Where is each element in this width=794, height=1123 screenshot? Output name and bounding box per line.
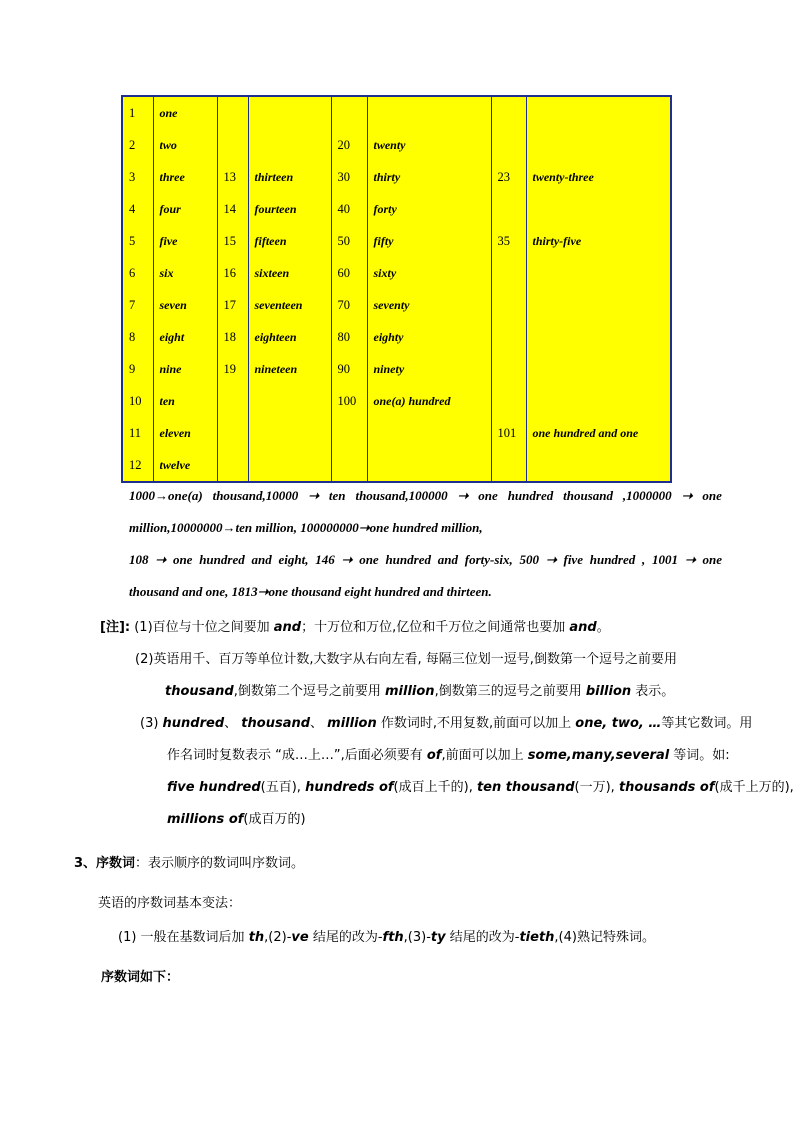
example-token: ➝ xyxy=(457,488,469,503)
example-token: and xyxy=(437,552,458,567)
number-cell: 7 xyxy=(122,289,153,321)
example-token: hundred xyxy=(385,552,431,567)
section-3-intro: 英语的序数词基本变法： xyxy=(98,896,242,911)
table-row xyxy=(122,385,671,417)
table-row xyxy=(122,289,671,321)
word-cell xyxy=(526,353,671,385)
table-row xyxy=(122,129,671,161)
word-cell: fifteen xyxy=(248,225,331,257)
number-cell: 15 xyxy=(217,225,248,257)
example-token: one xyxy=(359,552,379,567)
ordinal-list-label: 序数词如下： xyxy=(101,970,180,985)
number-cell xyxy=(217,417,248,449)
example-line-4: thousand and one, 1813➝one thousand eight hundred and thirteen. xyxy=(129,584,492,599)
example-token: one xyxy=(172,552,193,567)
note-3-examples: one, two, … xyxy=(575,716,662,731)
word-cell: seventy xyxy=(367,289,491,321)
word-cell xyxy=(248,417,331,449)
word-cell: four xyxy=(153,193,217,225)
rule-th: th xyxy=(248,930,265,945)
number-cell: 10 xyxy=(122,385,153,417)
example-token: hundred xyxy=(199,552,245,567)
word-cell xyxy=(526,257,671,289)
word-cell: three xyxy=(153,161,217,193)
ex-five-hundred: five hundred xyxy=(167,780,261,795)
note-3b-text: 作名词时复数表示 “成…上…”,后面必须要有 xyxy=(167,748,427,763)
note-2-billion: billion xyxy=(585,684,632,699)
number-cell: 4 xyxy=(122,193,153,225)
word-cell: twenty xyxy=(367,129,491,161)
word-cell: eighty xyxy=(367,321,491,353)
word-cell: twelve xyxy=(153,449,217,482)
number-cell: 30 xyxy=(331,161,367,193)
table-row xyxy=(122,96,671,129)
word-cell: twenty-three xyxy=(526,161,671,193)
example-line-2: million,10000000→ten million, 100000000➝one hundred million, xyxy=(129,520,483,535)
word-cell: ninety xyxy=(367,353,491,385)
word-cell xyxy=(248,449,331,482)
number-cell: 50 xyxy=(331,225,367,257)
note-3b-end: 等词。如: xyxy=(669,748,730,763)
example-token: thousand,100000 xyxy=(355,488,448,503)
number-cell xyxy=(491,449,526,482)
note-1-text: (1)百位与十位之间要加 xyxy=(130,620,274,635)
word-cell xyxy=(248,129,331,161)
note-3-sep2: 、 xyxy=(310,716,328,731)
ex-ten-thousand-cn: (一万), xyxy=(574,780,619,795)
number-cell: 19 xyxy=(217,353,248,385)
rule-tieth: tieth xyxy=(519,930,555,945)
word-cell xyxy=(526,193,671,225)
number-cell xyxy=(491,289,526,321)
word-cell: two xyxy=(153,129,217,161)
note-2-end: 表示。 xyxy=(631,684,675,699)
number-cell xyxy=(217,449,248,482)
word-cell: forty xyxy=(367,193,491,225)
word-cell: eight xyxy=(153,321,217,353)
word-cell: sixty xyxy=(367,257,491,289)
note-1-text2: ；十万位和万位,亿位和千万位之间通常也要加 xyxy=(301,620,570,635)
note-3-line-1 xyxy=(140,712,752,731)
example-token: ➝ xyxy=(341,552,353,567)
rule-ty: ty xyxy=(430,930,446,945)
number-cell: 100 xyxy=(331,385,367,417)
note-3-million: million xyxy=(327,716,377,731)
table-row xyxy=(122,225,671,257)
example-token: forty-six, xyxy=(464,552,513,567)
example-token: 1000→one(a) xyxy=(129,488,203,503)
number-cell: 8 xyxy=(122,321,153,353)
rule-1: (1) 一般在基数词后加 xyxy=(118,930,249,945)
word-cell: thirty-five xyxy=(526,225,671,257)
example-token: ,1000000 xyxy=(622,488,672,503)
example-token: thousand,10000 xyxy=(212,488,299,503)
word-cell xyxy=(526,289,671,321)
number-cell: 20 xyxy=(331,129,367,161)
table-row xyxy=(122,417,671,449)
word-cell: thirteen xyxy=(248,161,331,193)
note-3b-text2: ,前面可以加上 xyxy=(441,748,528,763)
rule-2: ,(2)- xyxy=(264,930,292,945)
number-cell: 11 xyxy=(122,417,153,449)
word-cell: one xyxy=(153,96,217,129)
example-token: 108 xyxy=(129,552,149,567)
table-row xyxy=(122,321,671,353)
note-2-million: million xyxy=(385,684,435,699)
note-3b-of: of xyxy=(426,748,442,763)
number-cell: 35 xyxy=(491,225,526,257)
number-cell xyxy=(217,96,248,129)
number-cell: 5 xyxy=(122,225,153,257)
example-token: hundred xyxy=(507,488,554,503)
ex-five-hundred-cn: (五百), xyxy=(260,780,306,795)
number-cell xyxy=(491,193,526,225)
note-1 xyxy=(100,616,610,635)
rule-fth: fth xyxy=(382,930,404,945)
number-cell: 14 xyxy=(217,193,248,225)
example-token: one xyxy=(478,488,498,503)
number-cell: 40 xyxy=(331,193,367,225)
number-cell xyxy=(491,353,526,385)
number-cell: 12 xyxy=(122,449,153,482)
example-line-1 xyxy=(129,488,722,504)
note-2-line-1: (2)英语用千、百万等单位计数,大数字从右向左看, 每隔三位划一逗号,倒数第一个逗号之前要用 xyxy=(135,652,677,667)
number-cell: 60 xyxy=(331,257,367,289)
example-token: , xyxy=(642,552,646,567)
word-cell: one hundred and one xyxy=(526,417,671,449)
table-row xyxy=(122,193,671,225)
word-cell: nineteen xyxy=(248,353,331,385)
example-line-3 xyxy=(129,552,722,568)
note-3-sep: 、 xyxy=(224,716,242,731)
word-cell xyxy=(526,385,671,417)
word-cell: nine xyxy=(153,353,217,385)
rule-5: 结尾的改为- xyxy=(445,930,520,945)
number-cell: 101 xyxy=(491,417,526,449)
number-cell xyxy=(491,129,526,161)
number-cell: 13 xyxy=(217,161,248,193)
word-cell: one(a) hundred xyxy=(367,385,491,417)
note-2-text: ,倒数第二个逗号之前要用 xyxy=(233,684,385,699)
example-token: one xyxy=(702,552,722,567)
number-cell: 9 xyxy=(122,353,153,385)
note-1-end: 。 xyxy=(596,620,610,635)
note-1-and: and xyxy=(273,620,302,635)
number-cell: 3 xyxy=(122,161,153,193)
number-cell xyxy=(217,129,248,161)
word-cell xyxy=(367,96,491,129)
example-token: ➝ xyxy=(681,488,693,503)
number-cell xyxy=(217,385,248,417)
section-3-desc: ：表示顺序的数词叫序数词。 xyxy=(135,856,305,871)
note-2-thousand: thousand xyxy=(165,684,234,699)
number-cell: 80 xyxy=(331,321,367,353)
note-2-line-2 xyxy=(165,680,674,699)
word-cell: seven xyxy=(153,289,217,321)
example-token: and xyxy=(251,552,272,567)
example-token: ten xyxy=(328,488,346,503)
number-cell xyxy=(331,417,367,449)
ex-ten-thousand: ten thousand xyxy=(476,780,575,795)
table-row xyxy=(122,161,671,193)
example-token: ➝ xyxy=(308,488,320,503)
ex-millions-of-cn: (成百万的) xyxy=(243,812,306,827)
table-row xyxy=(122,257,671,289)
section-3-title: 3、序数词 xyxy=(74,856,136,871)
example-token: five xyxy=(563,552,583,567)
note-3-thousand: thousand xyxy=(241,716,311,731)
note-3-text: 作数词时,不用复数,前面可以加上 xyxy=(376,716,576,731)
note-3-line-4 xyxy=(167,808,306,827)
example-token: 1001 xyxy=(652,552,679,567)
note-3-end: 等其它数词。用 xyxy=(661,716,753,731)
rule-3: 结尾的改为- xyxy=(308,930,383,945)
section-3-heading xyxy=(74,852,304,871)
example-token: ➝ xyxy=(155,552,167,567)
number-cell: 17 xyxy=(217,289,248,321)
ex-millions-of: millions of xyxy=(167,812,244,827)
word-cell: eleven xyxy=(153,417,217,449)
number-cell xyxy=(491,385,526,417)
number-cell: 23 xyxy=(491,161,526,193)
section-3-rule xyxy=(118,926,655,945)
note-3b-words: some,many,several xyxy=(527,748,670,763)
word-cell: fifty xyxy=(367,225,491,257)
number-cell: 1 xyxy=(122,96,153,129)
number-table xyxy=(121,95,672,483)
word-cell xyxy=(526,321,671,353)
example-token: hundred xyxy=(589,552,636,567)
word-cell: sixteen xyxy=(248,257,331,289)
word-cell xyxy=(248,96,331,129)
word-cell: eighteen xyxy=(248,321,331,353)
number-cell xyxy=(331,96,367,129)
word-cell: seventeen xyxy=(248,289,331,321)
rule-6: ,(4)熟记特殊词。 xyxy=(554,930,655,945)
word-cell: thirty xyxy=(367,161,491,193)
number-cell: 90 xyxy=(331,353,367,385)
note-3-line-3 xyxy=(167,776,794,795)
word-cell xyxy=(526,449,671,482)
number-cell: 70 xyxy=(331,289,367,321)
ex-thousands-of-cn: (成千上万的), xyxy=(714,780,794,795)
word-cell: ten xyxy=(153,385,217,417)
number-cell: 2 xyxy=(122,129,153,161)
word-cell: six xyxy=(153,257,217,289)
example-token: eight, xyxy=(278,552,309,567)
word-cell xyxy=(248,385,331,417)
note-3-hundred: hundred xyxy=(162,716,225,731)
word-cell: five xyxy=(153,225,217,257)
note-2-text2: ,倒数第三的逗号之前要用 xyxy=(434,684,586,699)
word-cell xyxy=(367,417,491,449)
number-cell xyxy=(331,449,367,482)
number-cell: 18 xyxy=(217,321,248,353)
number-cell: 6 xyxy=(122,257,153,289)
word-cell xyxy=(367,449,491,482)
rule-4: ,(3)- xyxy=(403,930,431,945)
number-cell: 16 xyxy=(217,257,248,289)
word-cell: fourteen xyxy=(248,193,331,225)
example-token: one xyxy=(702,488,722,503)
rule-ve: ve xyxy=(291,930,309,945)
table-row xyxy=(122,449,671,482)
ex-hundreds-of: hundreds of xyxy=(305,780,394,795)
note-3-num: (3) xyxy=(140,716,163,731)
example-token: 146 xyxy=(315,552,335,567)
word-cell xyxy=(526,96,671,129)
example-token: thousand xyxy=(563,488,614,503)
example-token: 500 xyxy=(519,552,540,567)
ex-thousands-of: thousands of xyxy=(618,780,715,795)
ex-hundreds-of-cn: (成百上千的), xyxy=(393,780,477,795)
number-cell xyxy=(491,321,526,353)
note-1-and2: and xyxy=(569,620,597,635)
number-table-body xyxy=(122,96,671,482)
example-token: ➝ xyxy=(545,552,557,567)
note-3-line-2 xyxy=(167,744,730,763)
number-cell xyxy=(491,96,526,129)
example-token: ➝ xyxy=(684,552,696,567)
note-label: [注]: xyxy=(100,620,131,635)
table-row xyxy=(122,353,671,385)
number-cell xyxy=(491,257,526,289)
word-cell xyxy=(526,129,671,161)
